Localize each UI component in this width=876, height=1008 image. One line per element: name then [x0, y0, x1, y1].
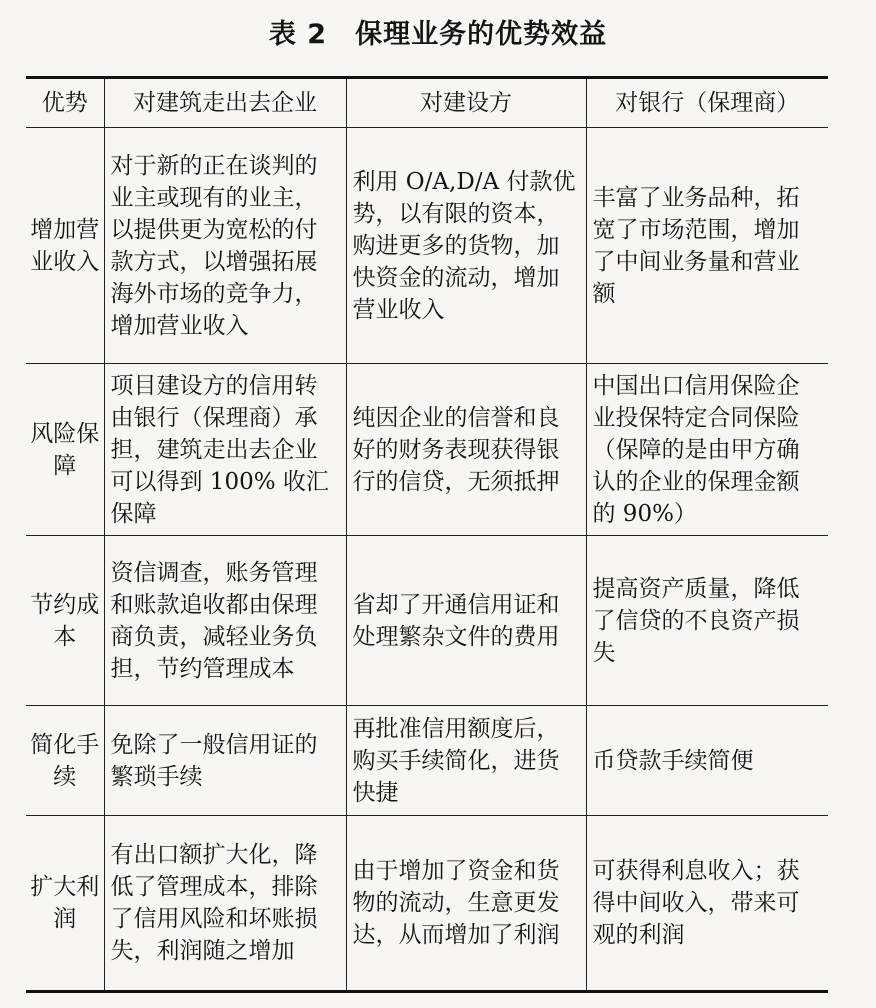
header-bank: 对银行（保理商） — [586, 78, 828, 128]
header-builder: 对建设方 — [346, 78, 586, 128]
advantages-table — [26, 76, 828, 993]
enterprise-cell: 免除了一般信用证的繁琐手续 — [104, 706, 346, 816]
enterprise-cell: 资信调查，账务管理和账款追收都由保理商负责，减轻业务负担，节约管理成本 — [104, 536, 346, 706]
advantage-cell: 节约成本 — [26, 536, 104, 706]
enterprise-cell: 有出口额扩大化，降低了管理成本，排除了信用风险和坏账损失，利润随之增加 — [104, 816, 346, 992]
advantage-cell: 扩大利润 — [26, 816, 104, 992]
header-enterprise: 对建筑走出去企业 — [104, 78, 346, 128]
table-row — [26, 364, 828, 536]
bank-cell: 可获得利息收入；获得中间收入，带来可观的利润 — [586, 816, 828, 992]
bank-cell: 币贷款手续简便 — [586, 706, 828, 816]
advantage-cell: 风险保障 — [26, 364, 104, 536]
enterprise-cell: 对于新的正在谈判的业主或现有的业主，以提供更为宽松的付款方式，以增强拓展海外市场的竞争力，增加营业收入 — [104, 128, 346, 364]
table-row — [26, 816, 828, 992]
bank-cell: 丰富了业务品种，拓宽了市场范围，增加了中间业务量和营业额 — [586, 128, 828, 364]
enterprise-cell: 项目建设方的信用转由银行（保理商）承担，建筑走出去企业可以得到 100% 收汇保障 — [104, 364, 346, 536]
table-row — [26, 536, 828, 706]
builder-cell: 再批准信用额度后，购买手续简化，进货快捷 — [346, 706, 586, 816]
advantage-cell: 简化手续 — [26, 706, 104, 816]
advantage-cell: 增加营业收入 — [26, 128, 104, 364]
table-row — [26, 706, 828, 816]
builder-cell: 纯因企业的信誉和良好的财务表现获得银行的信贷，无须抵押 — [346, 364, 586, 536]
builder-cell: 由于增加了资金和货物的流动，生意更发达，从而增加了利润 — [346, 816, 586, 992]
table-header-row — [26, 78, 828, 128]
bank-cell: 提高资产质量，降低了信贷的不良资产损失 — [586, 536, 828, 706]
header-advantage: 优势 — [26, 78, 104, 128]
bank-cell: 中国出口信用保险企业投保特定合同保险（保障的是由甲方确认的企业的保理金额的 90%） — [586, 364, 828, 536]
table-row — [26, 128, 828, 364]
builder-cell: 利用 O/A,D/A 付款优势，以有限的资本，购进更多的货物，加快资金的流动，增加营业收入 — [346, 128, 586, 364]
builder-cell: 省却了开通信用证和处理繁杂文件的费用 — [346, 536, 586, 706]
table-title: 表 2 保理业务的优势效益 — [268, 19, 608, 50]
